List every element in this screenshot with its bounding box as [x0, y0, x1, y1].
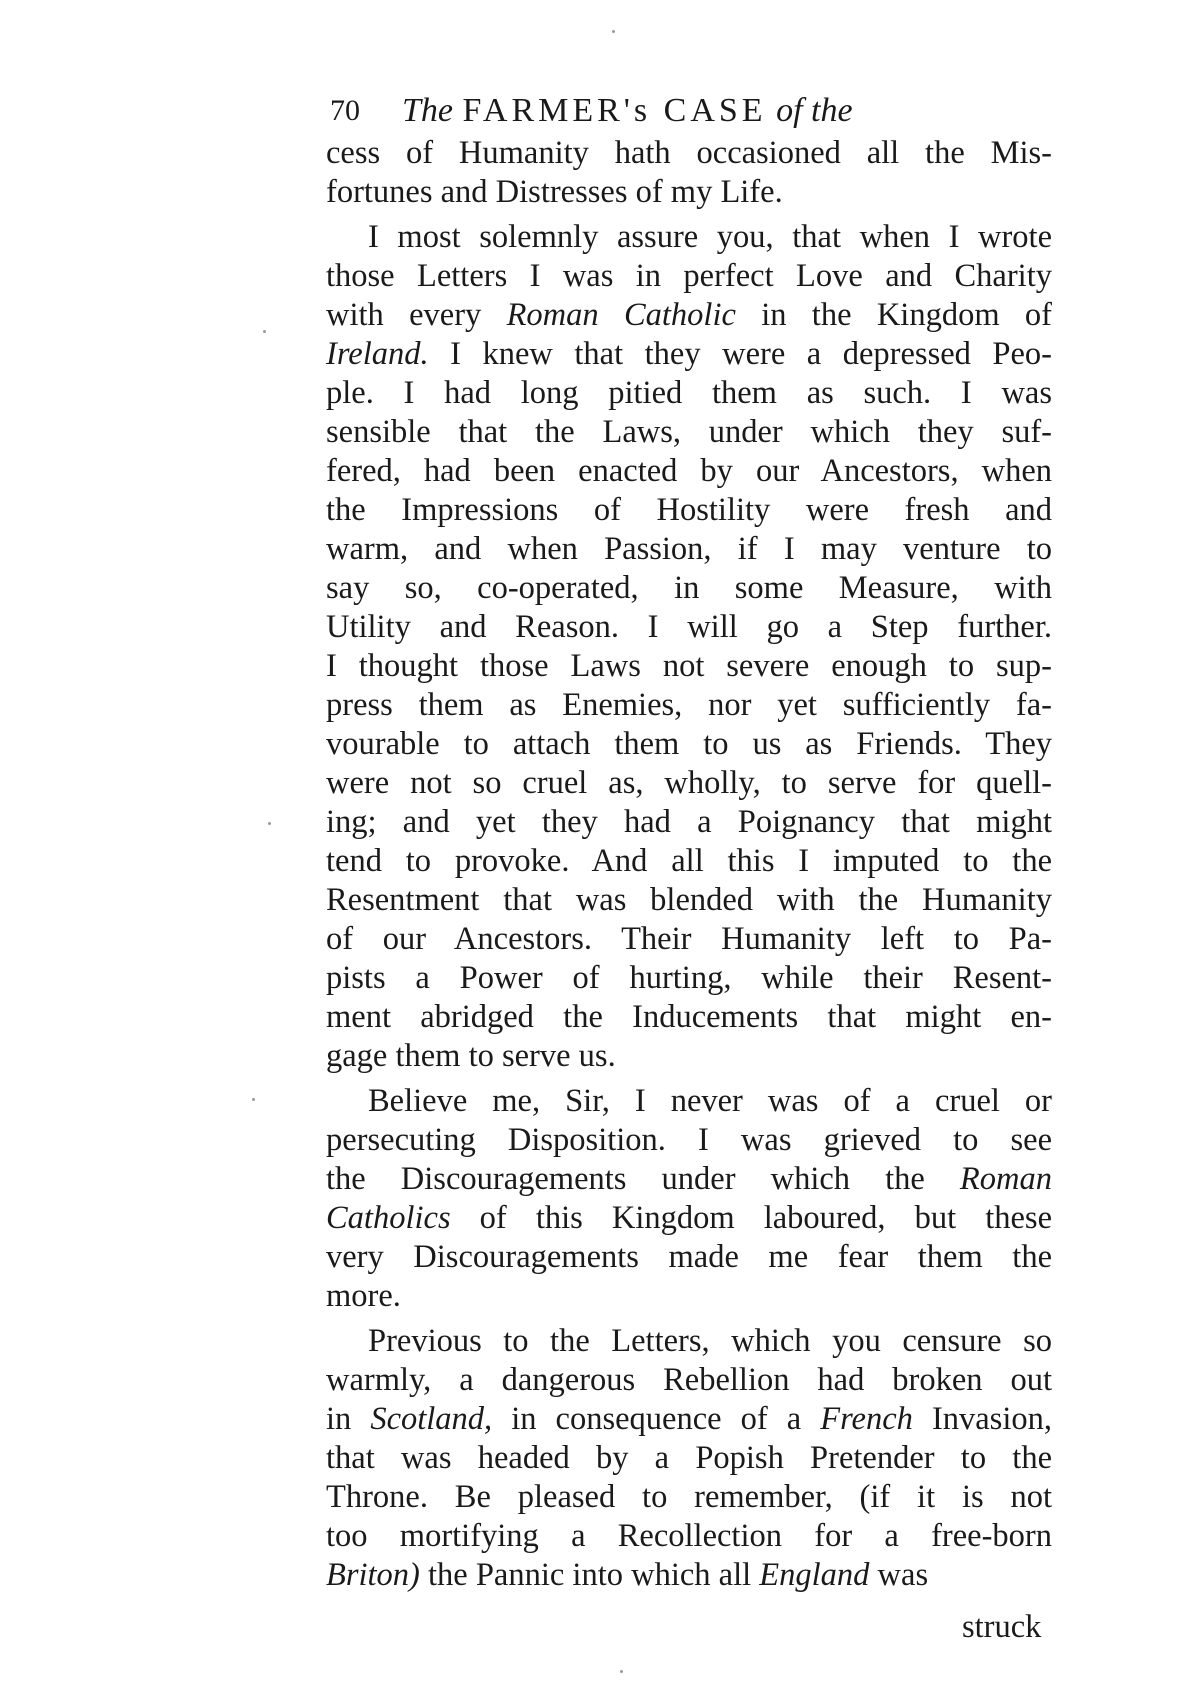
text-line — [326, 530, 1052, 569]
text-run: say so, co-operated, in some Measure, with — [326, 570, 1052, 606]
page-number: 70 — [330, 94, 360, 127]
italic-text: England — [759, 1557, 870, 1593]
text-run: ment abridged the Inducements that might en- — [326, 999, 1052, 1035]
title-caps: FARMER's CASE — [462, 92, 767, 129]
text-run: were not so cruel as, wholly, to serve for quell- — [326, 765, 1052, 801]
text-line — [326, 257, 1052, 296]
text-run: warmly, a dangerous Rebellion had broken out — [326, 1362, 1052, 1398]
paper-speck — [612, 30, 615, 33]
text-run: the Impressions of Hostility were fresh and — [326, 492, 1052, 528]
text-run: those Letters I was in perfect Love and Charity — [326, 258, 1052, 294]
text-run: that was headed by a Popish Pretender to the — [326, 1440, 1052, 1476]
text-line — [326, 1400, 1052, 1439]
text-line — [326, 1439, 1052, 1478]
text-run: in the Kingdom of — [735, 297, 1052, 333]
text-run: warm, and when Passion, if I may venture to — [326, 531, 1052, 567]
italic-text: Briton) — [326, 1557, 420, 1593]
text-line — [326, 1556, 1052, 1595]
text-run: in — [326, 1401, 371, 1437]
text-run: was — [869, 1557, 929, 1593]
text-line — [326, 881, 1052, 920]
text-run: Throne. Be pleased to remember, (if it is not — [326, 1479, 1052, 1515]
text-line — [326, 608, 1052, 647]
text-run: with every — [326, 297, 507, 333]
title-the: The — [402, 92, 453, 129]
text-run: fered, had been enacted by our Ancestors, when — [326, 453, 1052, 489]
text-line — [326, 335, 1052, 374]
italic-text: French — [820, 1401, 913, 1437]
text-run: press them as Enemies, nor yet sufficiently fa- — [326, 687, 1052, 723]
paper-speck — [620, 1670, 623, 1673]
text-run: gage them to serve us. — [326, 1038, 616, 1074]
text-run: I knew that they were a depressed Peo- — [428, 336, 1052, 372]
text-run: pists a Power of hurting, while their Resent- — [326, 960, 1052, 996]
text-line — [326, 959, 1052, 998]
title-of-the: of the — [776, 92, 853, 129]
text-run: persecuting Disposition. I was grieved to see — [326, 1122, 1052, 1158]
text-line — [326, 1478, 1052, 1517]
text-run: Invasion, — [912, 1401, 1052, 1437]
catchword: struck — [962, 1609, 1042, 1645]
text-run: very Discouragements made me fear them the — [326, 1239, 1052, 1275]
text-line — [326, 686, 1052, 725]
text-line — [326, 296, 1052, 335]
text-run: fortunes and Distresses of my Life. — [326, 174, 783, 210]
text-line — [326, 173, 1052, 212]
text-run: the Discouragements under which the — [326, 1161, 960, 1197]
paper-speck — [263, 330, 266, 333]
text-line — [326, 1277, 1052, 1316]
text-line — [326, 569, 1052, 608]
italic-text: Roman Catholic — [506, 297, 736, 333]
text-line — [326, 491, 1052, 530]
text-line — [326, 725, 1052, 764]
text-line — [326, 1517, 1052, 1556]
text-line — [326, 1199, 1052, 1238]
text-run: sensible that the Laws, under which they suf- — [326, 414, 1052, 450]
text-line — [326, 803, 1052, 842]
text-line — [326, 1082, 1052, 1121]
italic-text: Roman — [959, 1161, 1052, 1197]
text-line — [326, 842, 1052, 881]
text-line — [326, 218, 1052, 257]
text-run: vourable to attach them to us as Friends. They — [326, 726, 1052, 762]
body-text — [326, 134, 1052, 1595]
text-line — [326, 1160, 1052, 1199]
text-line — [326, 452, 1052, 491]
text-run: the Pannic into which all — [419, 1557, 760, 1593]
running-header — [330, 86, 1050, 136]
text-run: ing; and yet they had a Poignancy that might — [326, 804, 1052, 840]
text-line — [326, 1361, 1052, 1400]
text-line — [326, 647, 1052, 686]
text-run: more. — [326, 1278, 401, 1314]
text-run: Utility and Reason. I will go a Step further. — [326, 609, 1052, 645]
text-line — [326, 1322, 1052, 1361]
paper-speck — [252, 1098, 255, 1101]
paper-speck — [268, 822, 271, 825]
text-line — [326, 134, 1052, 173]
text-run: I thought those Laws not severe enough to sup- — [326, 648, 1052, 684]
text-run: Resentment that was blended with the Humanity — [326, 882, 1052, 918]
italic-text: Catholics — [326, 1200, 451, 1236]
text-line — [326, 413, 1052, 452]
text-line — [326, 1238, 1052, 1277]
text-line — [326, 764, 1052, 803]
text-run: I most solemnly assure you, that when I wrote — [368, 219, 1052, 255]
text-line — [326, 920, 1052, 959]
text-run: too mortifying a Recollection for a free-born — [326, 1518, 1052, 1554]
text-run: ple. I had long pitied them as such. I was — [326, 375, 1052, 411]
text-run: Previous to the Letters, which you censure so — [368, 1323, 1052, 1359]
text-line — [326, 1037, 1052, 1076]
text-run: in consequence of a — [492, 1401, 821, 1437]
text-line — [326, 374, 1052, 413]
text-run: tend to provoke. And all this I imputed to the — [326, 843, 1052, 879]
text-run: Believe me, Sir, I never was of a cruel or — [368, 1083, 1052, 1119]
text-line — [326, 1121, 1052, 1160]
running-title — [402, 86, 853, 136]
text-run: of this Kingdom laboured, but these — [450, 1200, 1052, 1236]
text-line — [326, 998, 1052, 1037]
italic-text: Scotland, — [370, 1401, 493, 1437]
italic-text: Ireland. — [326, 336, 429, 372]
text-run: cess of Humanity hath occasioned all the Mis- — [326, 135, 1052, 171]
text-run: of our Ancestors. Their Humanity left to Pa- — [326, 921, 1052, 957]
